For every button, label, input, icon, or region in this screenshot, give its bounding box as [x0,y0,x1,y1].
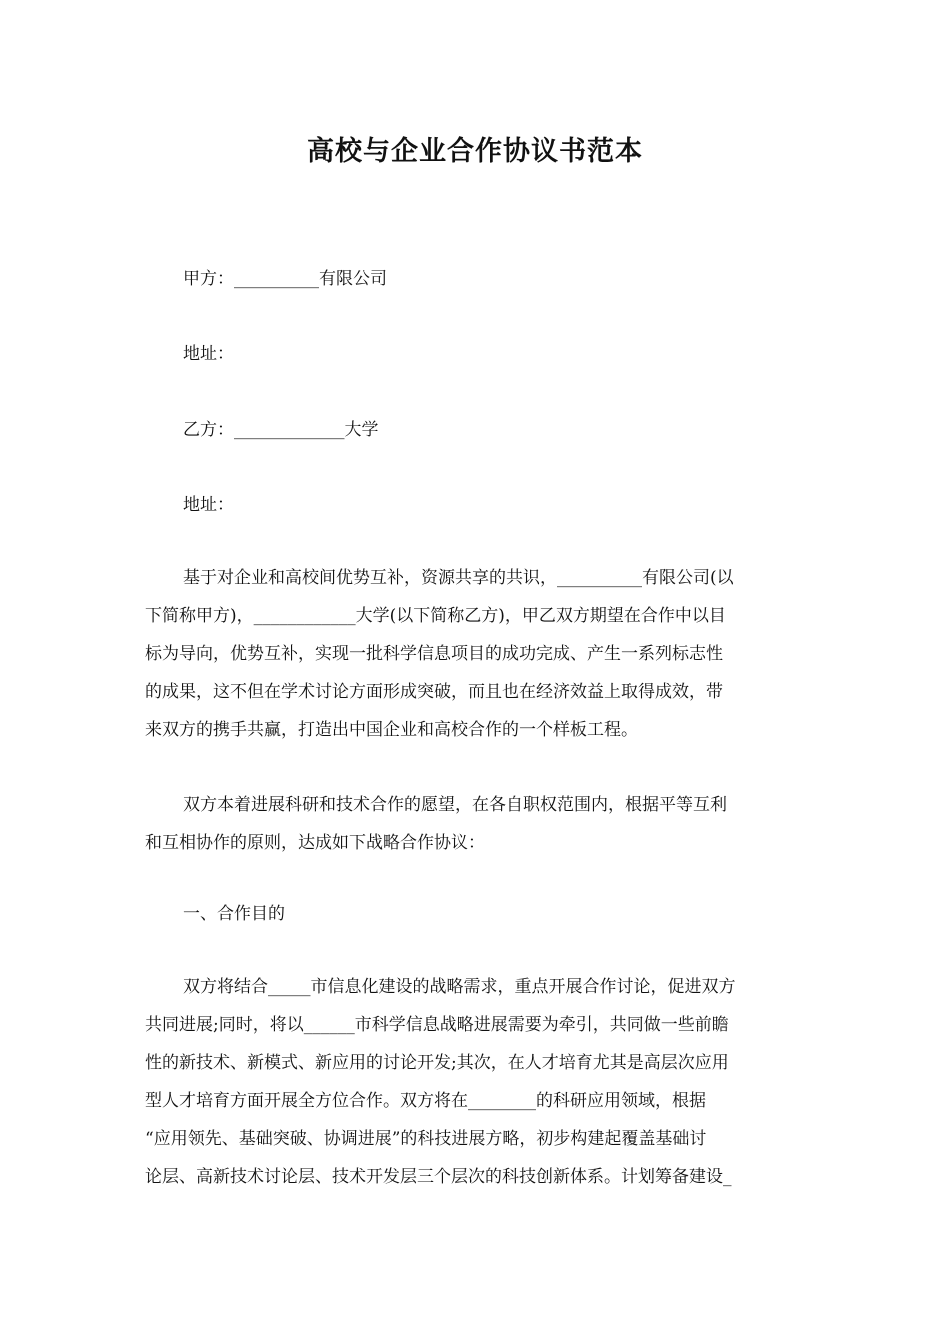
paragraph-line: 标为导向，优势互补，实现一批科学信息项目的成功完成、产生一系列标志性 [145,644,723,664]
party-a-address-line: 地址： [183,344,234,364]
paragraph-line: 论层、高新技术讨论层、技术开发层三个层次的科技创新体系。计划筹备建设_ [145,1167,732,1187]
paragraph-line: 来双方的携手共赢，打造出中国企业和高校合作的一个样板工程。 [145,720,638,740]
paragraph-cooperation-purpose [145,968,807,1196]
paragraph-line: 的成果，这不但在学术讨论方面形成突破，而且也在经济效益上取得成效，带 [145,682,723,702]
paragraph-line: 下简称甲方)，____________大学(以下简称乙方)，甲乙双方期望在合作中以目 [145,606,726,626]
paragraph-line: 和互相协作的原则，达成如下战略合作协议： [145,833,485,853]
paragraph-background [145,559,807,749]
section-heading: 一、合作目的 [183,904,285,924]
paragraph-line: 基于对企业和高校间优势互补，资源共享的共识，__________有限公司(以 [183,568,734,588]
paragraph-line: 型人才培育方面开展全方位合作。双方将在________的科研应用领域，根据 [145,1091,706,1111]
paragraph-line: 双方本着进展科研和技术合作的愿望，在各自职权范围内，根据平等互利 [183,795,727,815]
party-a-line: 甲方：__________有限公司 [183,269,387,289]
party-b-line: 乙方：_____________大学 [183,420,379,440]
paragraph-line: 双方将结合_____市信息化建设的战略需求，重点开展合作讨论，促进双方 [183,977,736,997]
party-b-address-line: 地址： [183,495,234,515]
paragraph-line: 性的新技术、新模式、新应用的讨论开发;其次，在人才培育尤其是高层次应用 [145,1053,729,1073]
paragraph-intent [145,786,807,862]
paragraph-line: “应用领先、基础突破、协调进展”的科技进展方略，初步构建起覆盖基础讨 [145,1129,707,1149]
document-title: 高校与企业合作协议书范本 [307,136,643,167]
paragraph-line: 共同进展;同时，将以______市科学信息战略进展需要为牵引，共同做一些前瞻 [145,1015,729,1035]
